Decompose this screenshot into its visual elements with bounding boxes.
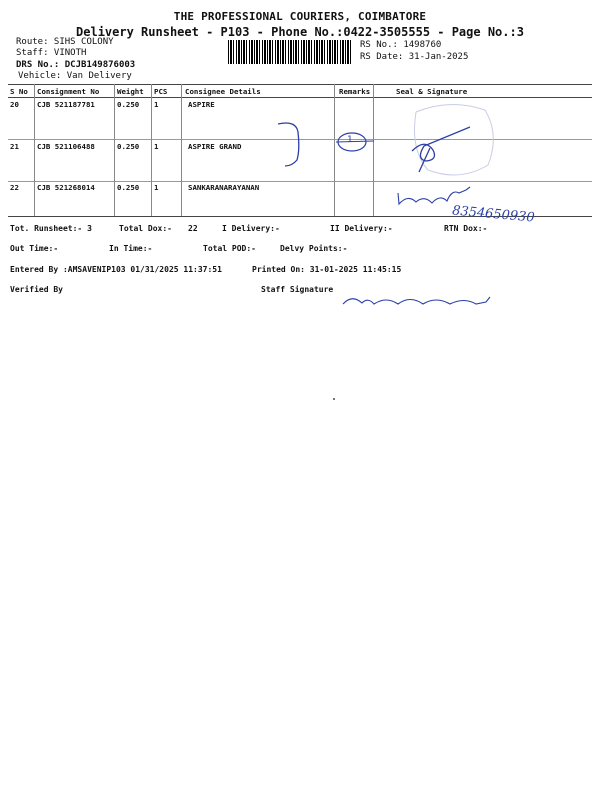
runsheet-title: Delivery Runsheet - P103 - Phone No.:0422-3505555 - Page No.:3 [76,25,524,39]
column-header-consignee: Consignee Details [185,87,261,96]
delivery-points: Delvy Points:- [280,244,348,253]
column-header-pcs: PCS [154,87,168,96]
scan-speck [333,398,335,400]
row-pcs: 1 [154,100,159,109]
delivery-signature [412,127,470,172]
row-weight: 0.250 [117,183,140,192]
company-name: THE PROFESSIONAL COURIERS, COIMBATORE [173,10,427,23]
row-consignment-no: CJB 521268014 [37,183,95,192]
second-delivery: II Delivery:- [330,224,393,233]
column-header-consignment: Consignment No [37,87,100,96]
rtn-dox: RTN Dox:- [444,224,488,233]
total-dox-value: 22 [188,224,198,233]
staff-signature-ink [343,297,490,304]
seal-stamp [415,104,494,175]
recipient-scribble [398,187,470,204]
rs-number: RS No.: 1498760 [360,40,442,50]
column-header-remarks: Remarks [339,87,371,96]
column-header-weight: Weight [117,87,144,96]
total-pod: Total POD:- [203,244,256,253]
row-pcs: 1 [154,142,159,151]
entered-by: Entered By :AMSAVENIP103 01/31/2025 11:37:51 [10,265,222,274]
handwritten-phone: 8354650930 [451,203,536,226]
column-header-seal-signature: Seal & Signature [396,87,468,96]
staff-label: Staff: VINOTH [16,48,87,58]
verified-by: Verified By [10,285,63,294]
row-pcs: 1 [154,183,159,192]
row-sno: 21 [10,142,19,151]
row-weight: 0.250 [117,100,140,109]
row-sno: 22 [10,183,19,192]
out-time: Out Time:- [10,244,59,253]
vehicle-label: Vehicle: Van Delivery [18,71,132,81]
printed-on: Printed On: 31-01-2025 11:45:15 [252,265,402,274]
row-consignee: SANKARANARAYANAN [188,183,260,192]
row-weight: 0.250 [117,142,140,151]
total-runsheet: Tot. Runsheet:- 3 [10,224,92,233]
staff-signature-label: Staff Signature [261,285,334,294]
row-consignee: ASPIRE [188,100,215,109]
remark-number: 1 [347,135,353,145]
drs-number: DRS No.: DCJB149876003 [16,60,136,70]
column-header-sno: S No [10,87,28,96]
rs-date: RS Date: 31-Jan-2025 [360,52,469,62]
route-label: Route: SIHS COLONY [16,37,114,47]
bracket-mark [278,123,299,166]
row-consignment-no: CJB 521187781 [37,100,95,109]
row-consignment-no: CJB 521106488 [37,142,95,151]
row-sno: 20 [10,100,19,109]
first-delivery: I Delivery:- [222,224,280,233]
total-dox-label: Total Dox:- [119,224,172,233]
in-time: In Time:- [109,244,153,253]
row-consignee: ASPIRE GRAND [188,142,242,151]
